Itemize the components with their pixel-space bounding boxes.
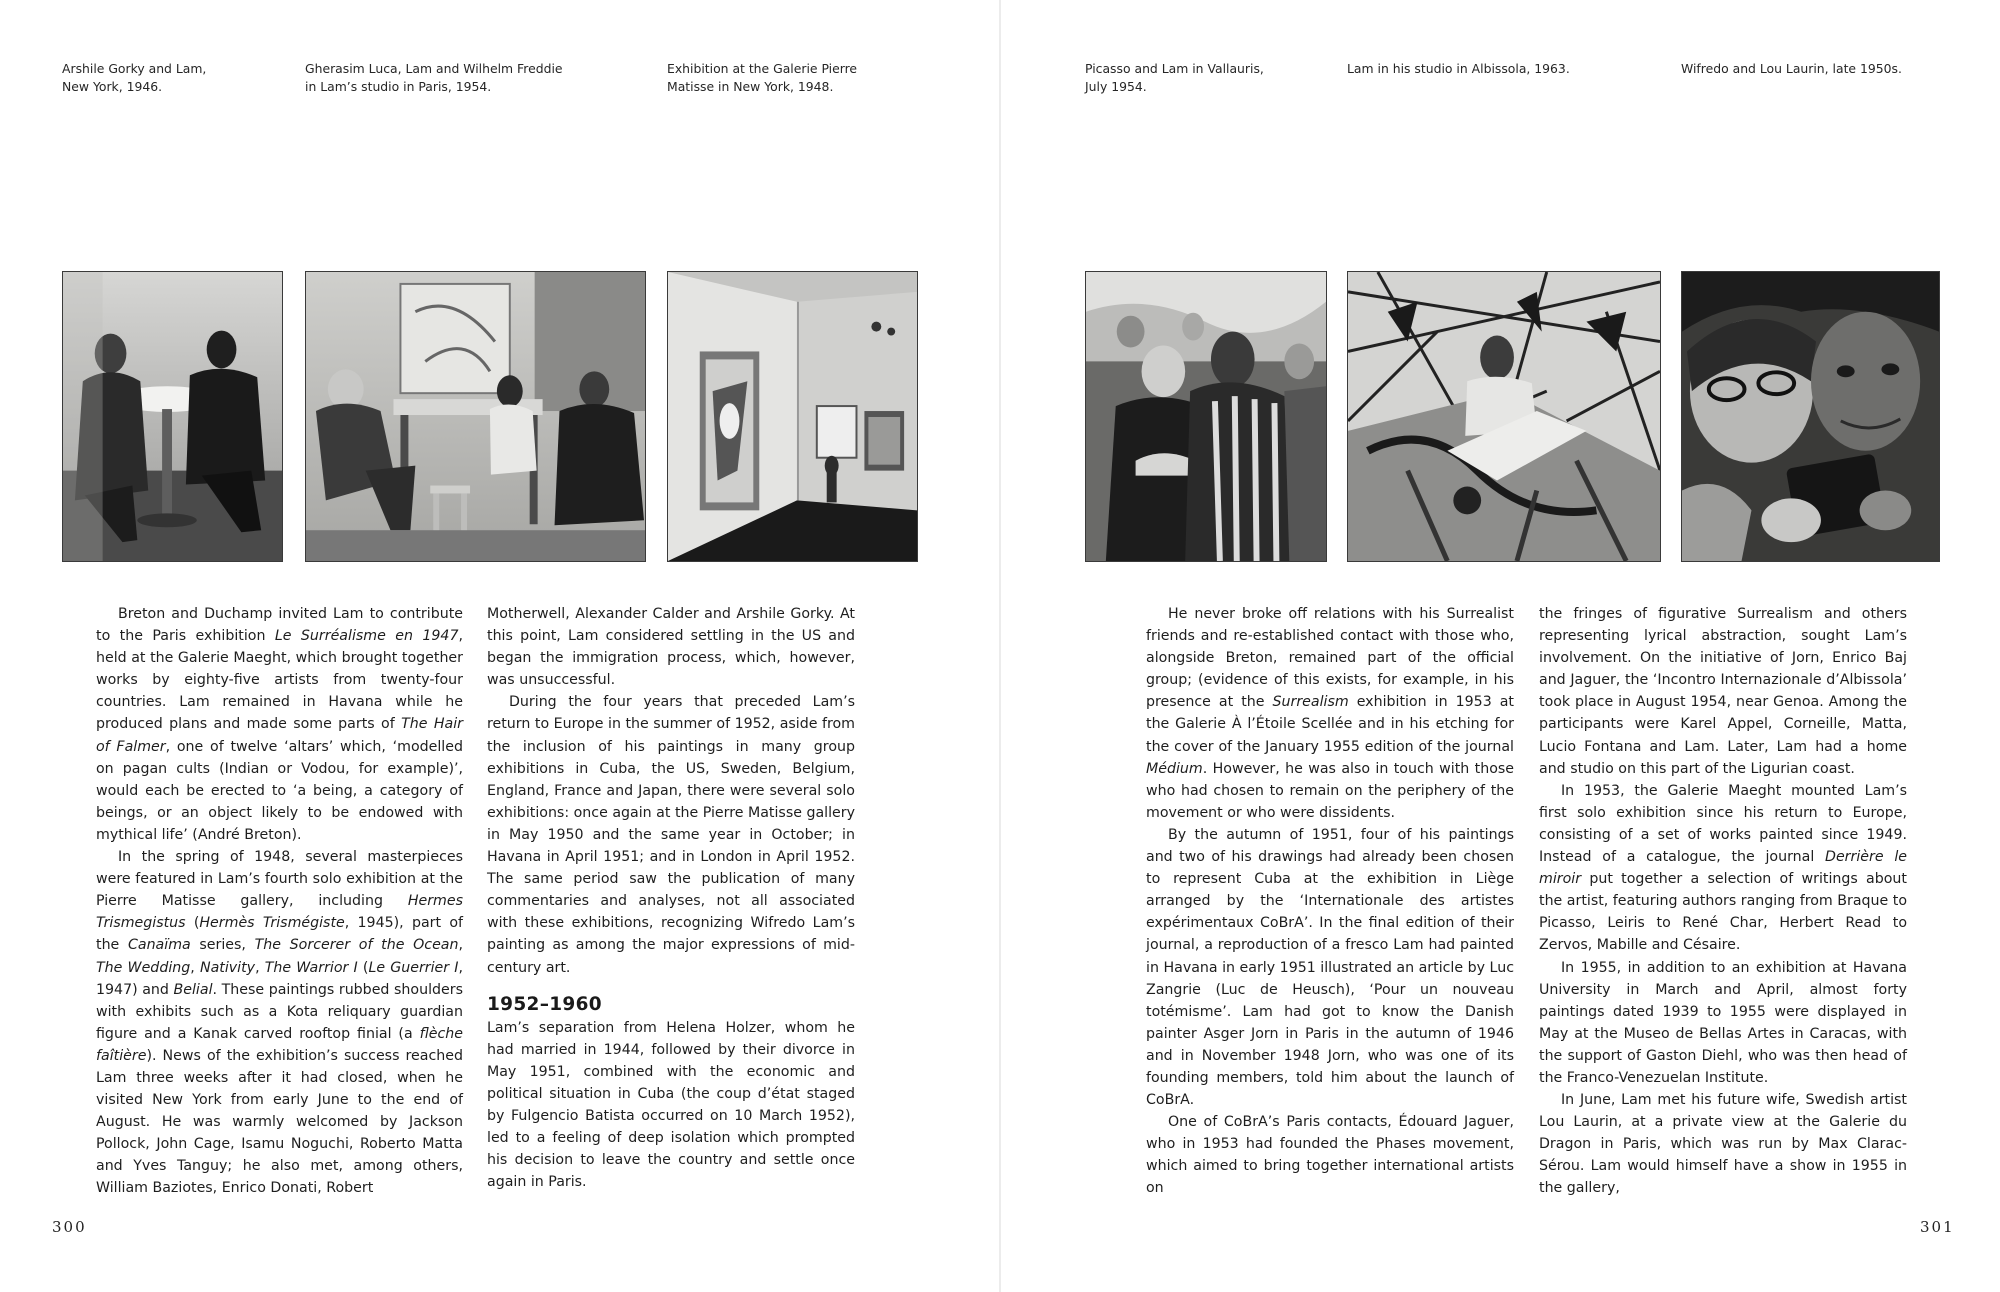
text-run: In 1955, in addition to an exhibition at Havana University in March and April, almost forty paintings dated 1939 to 1955 were displayed in May at the Museo de Bellas Artes in Caracas, with the support of Gaston Diehl, who was then head of the Franco-Venezuelan Institute. xyxy=(1539,959,1907,1086)
text-run: , 1947) and xyxy=(96,959,463,998)
page-number-left: 300 xyxy=(52,1218,87,1236)
caption-gorky-lam: Arshile Gorky and Lam, New York, 1946. xyxy=(62,61,207,94)
photo-gorky-lam xyxy=(62,271,283,562)
text-run: , 1945), part of the xyxy=(96,915,463,954)
italic-title: Hermes Trismegistus xyxy=(96,893,463,932)
body-paragraph xyxy=(1539,957,1907,1090)
text-run: series, xyxy=(190,937,255,954)
italic-title: Derrière le miroir xyxy=(1539,849,1907,888)
text-run: . However, he was also in touch with those who had chosen to remain on the periphery of the movement or who were dissidents. xyxy=(1146,760,1514,821)
text-run: In 1953, the Galerie Maeght mounted Lam’s first solo exhibition since his return to Europe, consisting of a set of works painted since 1949. Instead of a catalogue, the journal xyxy=(1539,782,1907,866)
italic-title: Le Surréalisme en 1947 xyxy=(274,628,459,645)
text-run: Breton and Duchamp invited Lam to contribute to the Paris exhibition xyxy=(96,606,463,645)
text-run: He never broke off relations with his Surrealist friends and re-established contact with those who, alongside Breton, remained part of the official group; (evidence of this exists, for example, in his presence at the xyxy=(1146,606,1514,711)
body-paragraph xyxy=(1146,1111,1514,1199)
text-run: , one of twelve ‘altars’ which, ‘modelled on pagan cults (Indian or Vodou, for example)’, would each be erected to ‘a being, a category of beings, or an object likely to be endowed with mythical life’ (André Breton). xyxy=(96,738,463,843)
text-run: During the four years that preceded Lam’s return to Europe in the summer of 1952, aside from the inclusion of his paintings in many group exhibitions in Cuba, the US, Sweden, Belgium, England, France and Japan, there were several solo exhibitions: once again at the Pierre Matisse gallery in May 1950 and the same year in October; in Havana in April 1951; and in London in April 1952. The same period saw the publication of many commentaries and analyses, not all associated with these exhibitions, recognizing Wifredo Lam’s painting as among the major expressions of mid-century art. xyxy=(487,694,855,976)
italic-title: Belial xyxy=(173,981,213,998)
text-run: the fringes of figurative Surrealism and others representing lyrical abstraction, sought Lam’s involvement. On the initiative of Jorn, Enrico Baj and Jaguer, the ‘Incontro Internazionale d’Albissola’ took place in August 1954, near Genoa. Among the participants were Karel Appel, Corneille, Matta, Lucio Fontana and Lam. Later, Lam had a home and studio on this part of the Ligurian coast. xyxy=(1539,606,1907,777)
caption-picasso-lam: Picasso and Lam in Vallauris, July 1954. xyxy=(1085,61,1264,94)
italic-title: Le Guerrier I xyxy=(368,959,459,976)
text-run: , xyxy=(190,959,200,976)
gutter-shadow xyxy=(999,0,1001,1292)
caption-lam-albissola: Lam in his studio in Albissola, 1963. xyxy=(1347,61,1570,76)
body-paragraph xyxy=(96,603,463,846)
text-run: In June, Lam met his future wife, Swedish artist Lou Laurin, at a private view at the Galerie du Dragon in Paris, which was run by Max Clarac-Sérou. Lam would himself have a show in 1955 in the gallery, xyxy=(1539,1092,1907,1197)
text-run: By the autumn of 1951, four of his paintings and two of his drawings had already been chosen to represent Cuba at the exhibition in Liège arranged by the ‘Internationale des artistes expérimentaux CoBrA’. In the final edition of their journal, a reproduction of a fresco Lam had painted in Havana in early 1951 illustrated an article by Luc Zangrie (Luc de Heusch), ‘Pour un nouveau totémisme’. Lam had got to know the Danish painter Asger Jorn in Paris in the autumn of 1946 and in November 1948 Jorn, who was one of its founding members, told him about the launch of CoBrA. xyxy=(1146,826,1514,1109)
italic-title: Médium xyxy=(1146,760,1203,777)
body-paragraph xyxy=(487,691,855,978)
text-run: , held at the Galerie Maeght, which brought together works by eighty-five artists from twenty-four countries. Lam remained in Havana while he produced plans and made some parts of xyxy=(96,628,463,733)
text-run: . These paintings rubbed shoulders with exhibits such as a Kota reliquary guardian figure and a Kanak carved rooftop finial (a xyxy=(96,981,463,1042)
italic-title: Hermès Trismégiste xyxy=(199,915,345,932)
text-run: ( xyxy=(185,915,200,932)
italic-title: The Wedding xyxy=(96,959,191,976)
body-paragraph xyxy=(1539,1089,1907,1199)
italic-title: The Sorcerer of the Ocean xyxy=(254,937,459,954)
text-run: , xyxy=(255,959,265,976)
italic-title: The Hair of Falmer xyxy=(96,716,463,755)
body-paragraph xyxy=(1146,824,1514,1111)
text-run: In the spring of 1948, several masterpieces were featured in Lam’s fourth solo exhibition at the Pierre Matisse gallery, including xyxy=(96,849,463,910)
photo-galerie-matisse xyxy=(667,271,918,562)
text-run: Lam’s separation from Helena Holzer, whom he had married in 1944, followed by their divorce in May 1951, combined with the economic and political situation in Cuba (the coup d’état staged by Fulgencio Batista occurred on 10 March 1952), led to a feeling of deep isolation which prompted his decision to leave the country and settle once again in Paris. xyxy=(487,1019,855,1191)
photo-lam-albissola-studio xyxy=(1347,271,1661,562)
caption-matisse-exhibition: Exhibition at the Galerie Pierre Matisse in New York, 1948. xyxy=(667,61,858,94)
section-heading: 1952–1960 xyxy=(487,993,602,1015)
body-paragraph xyxy=(487,1017,855,1194)
body-paragraph xyxy=(1539,780,1907,957)
photo-studio-paris xyxy=(305,271,646,562)
italic-title: Nativity xyxy=(199,959,256,976)
text-run: ). News of the exhibition’s success reached Lam three weeks after it had closed, when he visited New York from early June to the end of August. He was warmly welcomed by Jackson Pollock, John Cage, Isamu Noguchi, Roberto Matta and Yves Tanguy; he also met, among others, William Baziotes, Enrico Donati, Robert xyxy=(96,1047,463,1197)
photo-picasso-lam xyxy=(1085,271,1327,562)
right-text-column-1 xyxy=(1146,603,1514,1200)
caption-wifredo-lou: Wifredo and Lou Laurin, late 1950s. xyxy=(1681,61,1902,76)
text-run: ( xyxy=(357,959,369,976)
text-run: Motherwell, Alexander Calder and Arshile Gorky. At this point, Lam considered settling in the US and began the immigration process, which, however, was unsuccessful. xyxy=(487,606,855,689)
body-paragraph xyxy=(96,846,463,1200)
left-text-column-2 xyxy=(487,603,855,1193)
body-paragraph xyxy=(1146,603,1514,824)
italic-title: Surrealism xyxy=(1272,694,1349,711)
caption-luca-lam-freddie: Gherasim Luca, Lam and Wilhelm Freddie in Lam’s studio in Paris, 1954. xyxy=(305,61,563,94)
text-run: One of CoBrA’s Paris contacts, Édouard Jaguer, who in 1953 had founded the Phases movement, which aimed to bring together international artists on xyxy=(1146,1114,1514,1197)
photo-wifredo-lou-laurin xyxy=(1681,271,1940,562)
body-paragraph xyxy=(487,603,855,691)
italic-title: flèche faîtière xyxy=(96,1025,463,1064)
body-paragraph xyxy=(1539,603,1907,780)
italic-title: The Warrior I xyxy=(264,959,358,976)
left-text-column-1 xyxy=(96,603,463,1200)
text-run: , xyxy=(458,937,464,954)
text-run: exhibition in 1953 at the Galerie À l’Étoile Scellée and in his etching for the cover of the January 1955 edition of the journal xyxy=(1146,694,1514,755)
italic-title: Canaïma xyxy=(127,937,191,954)
page-number-right: 301 xyxy=(1920,1218,1955,1236)
text-run: put together a selection of writings about the artist, featuring authors ranging from Braque to Picasso, Leiris to René Char, Herbert Read to Zervos, Mabille and Césaire. xyxy=(1539,871,1907,954)
right-text-column-2 xyxy=(1539,603,1907,1200)
